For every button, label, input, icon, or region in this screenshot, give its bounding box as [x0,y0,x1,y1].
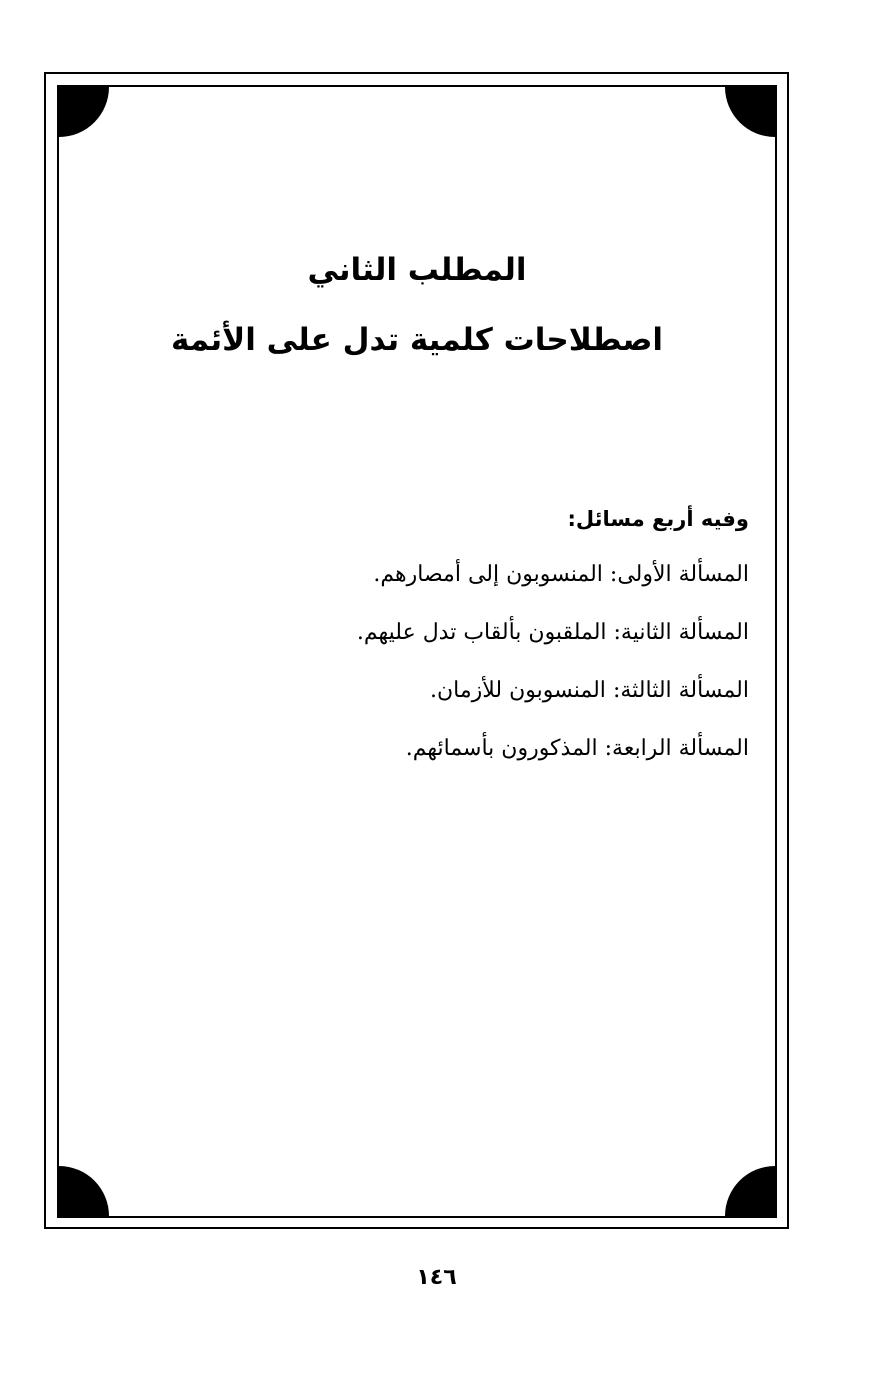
issue-label: المسألة الثالثة: [612,678,749,703]
issue-item [89,671,749,729]
section-heading: المطلب الثاني [307,252,527,288]
issues-list [89,499,749,787]
corner-ornament-bottom-left [59,1166,109,1216]
section-subheading: اصطلاحات كلمية تدل على الأئمة [170,322,664,358]
issue-text: المنسوبون إلى أمصارهم. [373,562,603,587]
issue-text: الملقبون بألقاب تدل عليهم. [356,620,607,645]
issue-text: المنسوبون للأزمان. [430,678,606,703]
issue-item [89,613,749,671]
issue-label: المسألة الأولى: [609,562,749,587]
corner-ornament-bottom-right [725,1166,775,1216]
issue-text: المذكورون بأسمائهم. [405,736,598,761]
inner-page-border [57,85,777,1218]
corner-ornament-top-right [725,87,775,137]
issue-item [89,555,749,613]
issue-label: المسألة الرابعة: [604,736,749,761]
issue-label: المسألة الثانية: [613,620,749,645]
issues-intro: وفيه أربع مسائل: [567,507,749,531]
corner-ornament-top-left [59,87,109,137]
issue-item [89,729,749,787]
page-number: ١٤٦ [416,1265,457,1290]
